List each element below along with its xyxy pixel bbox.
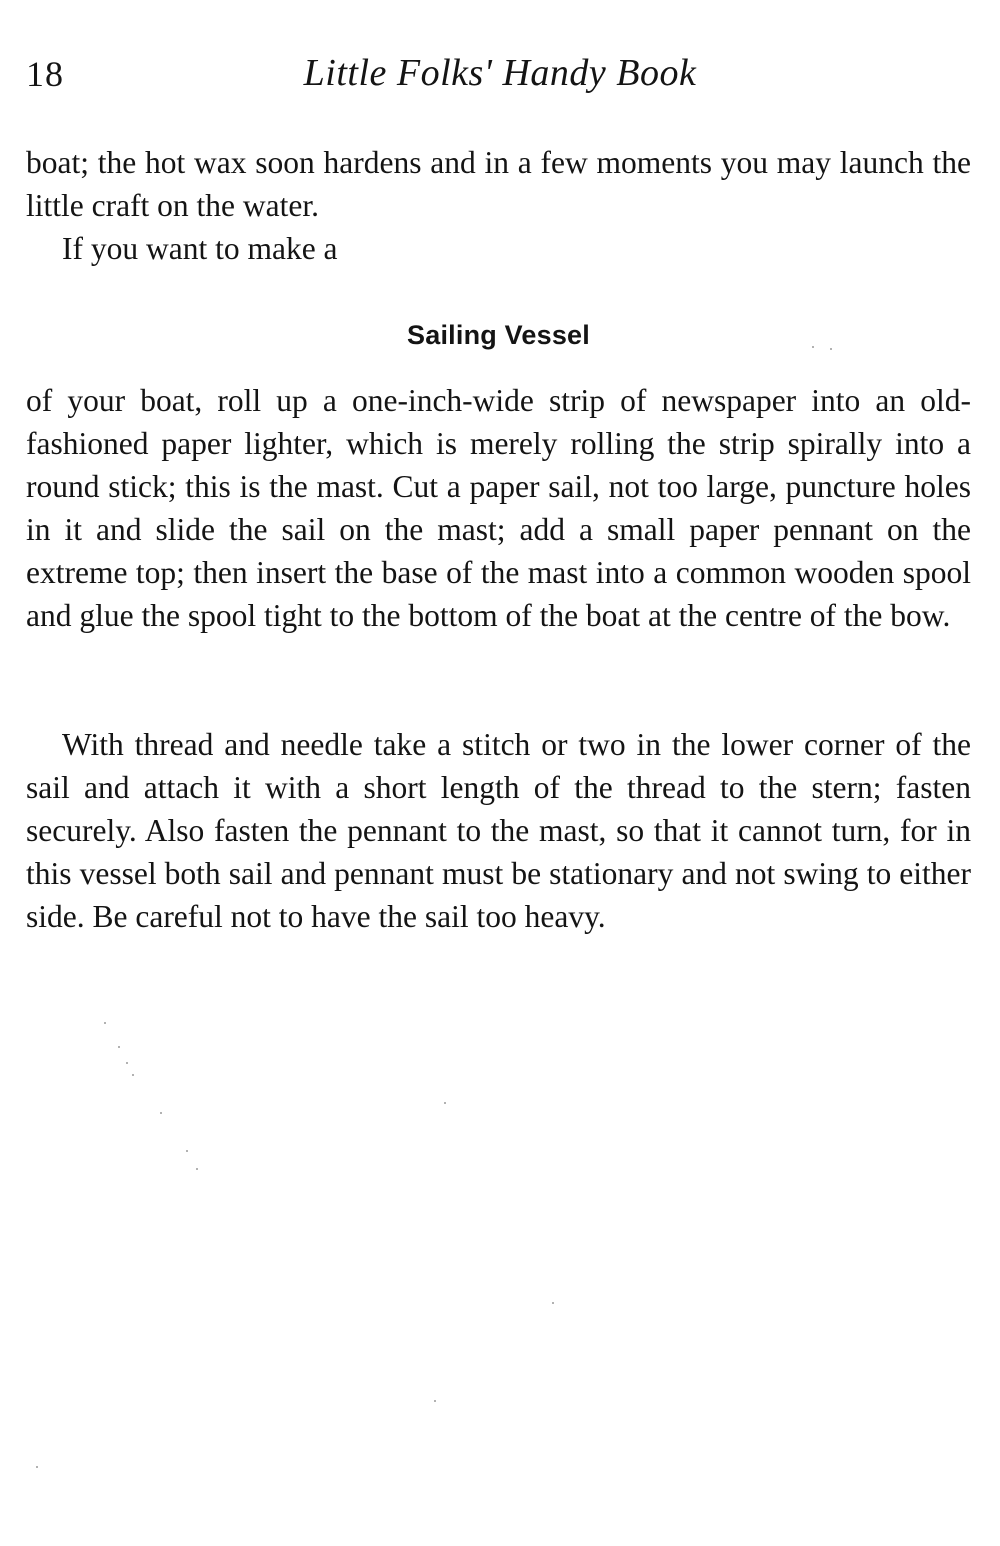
paragraph-intro: If you want to make a bbox=[62, 231, 338, 266]
paragraph-instructions: of your boat, roll up a one-inch-wide strip of newspaper into an old-fashioned paper lighter, which is merely rolling the strip spirally into a round stick; this is the mast. Cut a paper sail, not too large, puncture holes in it and slide the sail on the mast; add a small paper pennant on the extreme top; then insert the base of the mast into a common wooden spool and glue the spool tight to the bottom of the boat at the centre of the bow. bbox=[26, 383, 971, 633]
running-title: Little Folks' Handy Book bbox=[303, 52, 697, 94]
section-subheading: Sailing Vessel bbox=[407, 320, 590, 350]
paragraph-continuation: boat; the hot wax soon hardens and in a few moments you may launch the little craft on the water. bbox=[26, 145, 971, 223]
page-number: 18 bbox=[26, 54, 64, 94]
paragraph-instructions-continued: With thread and needle take a stitch or two in the lower corner of the sail and attach it with a short length of the thread to the stern; fasten securely. Also fasten the pennant to the mast, so that it cannot turn, for in this vessel both sail and pennant must be stationary and not swing to either side. Be careful not to have the sail too heavy. bbox=[26, 727, 971, 934]
